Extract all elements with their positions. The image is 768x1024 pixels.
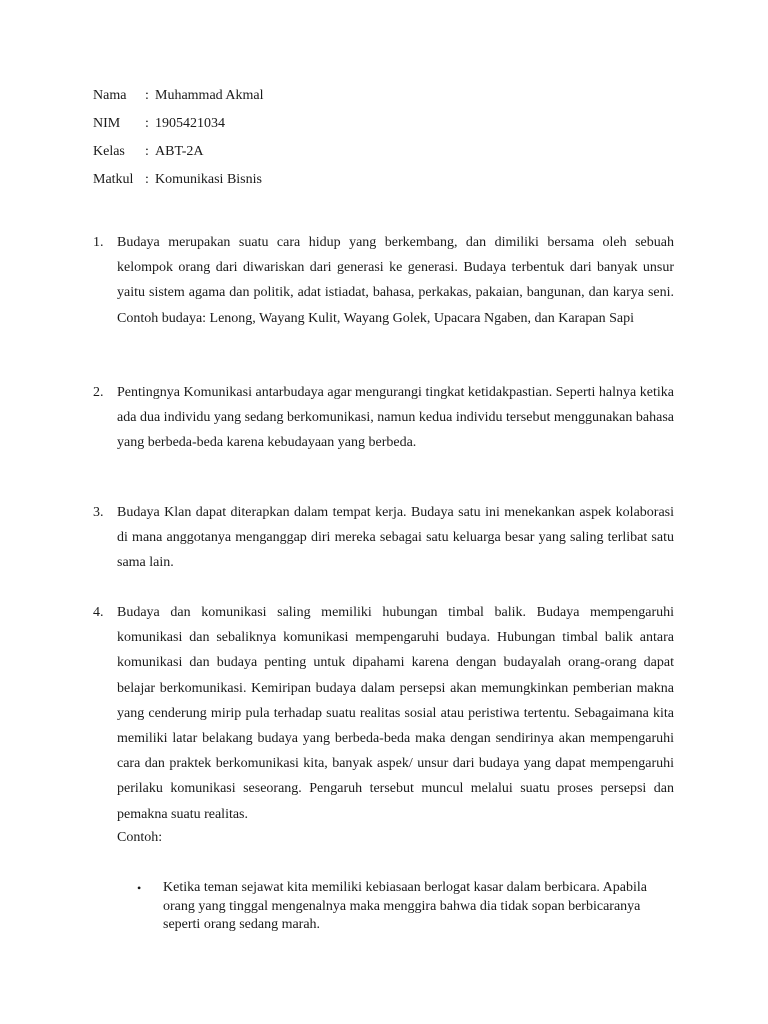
item-text: Budaya merupakan suatu cara hidup yang berkembang, dan dimiliki bersama oleh sebuah kelompok orang dari diwariskan dari generasi ke generasi. Budaya terbentuk dari banyak unsur yaitu sistem agama dan politik, adat istiadat, bahasa, perkakas, pakaian, bangunan, dan karya seni. Contoh budaya: Lenong, Wayang Kulit, Wayang Golek, Upacara Ngaben, dan Karapan Sapi	[117, 235, 674, 326]
nim-label: NIM	[93, 116, 121, 131]
name-separator: :	[145, 88, 149, 103]
item-number: 3.	[93, 505, 104, 520]
answer-item-3	[93, 500, 674, 576]
name-label: Nama	[93, 88, 127, 103]
item-number: 2.	[93, 385, 104, 400]
kelas-row	[93, 142, 264, 170]
example-bullet-item	[137, 879, 677, 935]
nim-row	[93, 114, 264, 142]
answer-item-2	[93, 380, 674, 456]
answer-item-1	[93, 230, 674, 331]
bullet-icon: •	[137, 881, 142, 895]
answer-item-4	[93, 600, 674, 849]
matkul-value: Komunikasi Bisnis	[155, 172, 262, 187]
kelas-value: ABT-2A	[155, 144, 204, 159]
nim-separator: :	[145, 116, 149, 131]
bullet-text: Ketika teman sejawat kita memiliki kebiasaan berlogat kasar dalam berbicara. Apabila orang yang tinggal mengenalnya maka menggira bahwa dia tidak sopan berbicaranya seperti orang sedang marah.	[163, 880, 647, 932]
matkul-label: Matkul	[93, 172, 134, 187]
nim-value: 1905421034	[155, 116, 225, 131]
name-row	[93, 86, 264, 114]
item-number: 1.	[93, 235, 104, 250]
name-value: Muhammad Akmal	[155, 88, 264, 103]
item-text: Budaya dan komunikasi saling memiliki hubungan timbal balik. Budaya mempengaruhi komunikasi dan sebaliknya komunikasi mempengaruhi budaya. Hubungan timbal balik antara komunikasi dan budaya penting untuk dipahami karena dengan budayalah orang-orang dapat belajar berkomunikasi. Kemiripan budaya dalam persepsi akan memungkinkan pemberian makna yang cenderung mirip pula terhadap suatu realitas sosial atau peristiwa tertentu. Sebagaimana kita memiliki latar belakang budaya yang berbeda-beda maka dengan sendirinya akan mempengaruhi cara dan praktek berkomunikasi kita, banyak aspek/ unsur dari budaya yang dapat mempengaruhi perilaku komunikasi seseorang. Pengaruh tersebut muncul melalui suatu proses persepsi dan pemakna suatu realitas.	[117, 605, 674, 822]
example-label: Contoh:	[117, 829, 163, 845]
matkul-separator: :	[145, 172, 149, 187]
student-info-header	[93, 86, 264, 198]
item-text: Budaya Klan dapat diterapkan dalam tempat kerja. Budaya satu ini menekankan aspek kolaborasi di mana anggotanya menganggap diri mereka sebagai satu keluarga besar yang saling terlibat satu sama lain.	[117, 505, 674, 571]
matkul-row	[93, 170, 264, 198]
kelas-separator: :	[145, 144, 149, 159]
item-text: Pentingnya Komunikasi antarbudaya agar mengurangi tingkat ketidakpastian. Seperti halnya ketika ada dua individu yang sedang berkomunikasi, namun kedua individu tersebut menggunakan bahasa yang berbeda-beda karena kebudayaan yang berbeda.	[117, 385, 674, 451]
kelas-label: Kelas	[93, 144, 125, 159]
item-number: 4.	[93, 605, 104, 620]
